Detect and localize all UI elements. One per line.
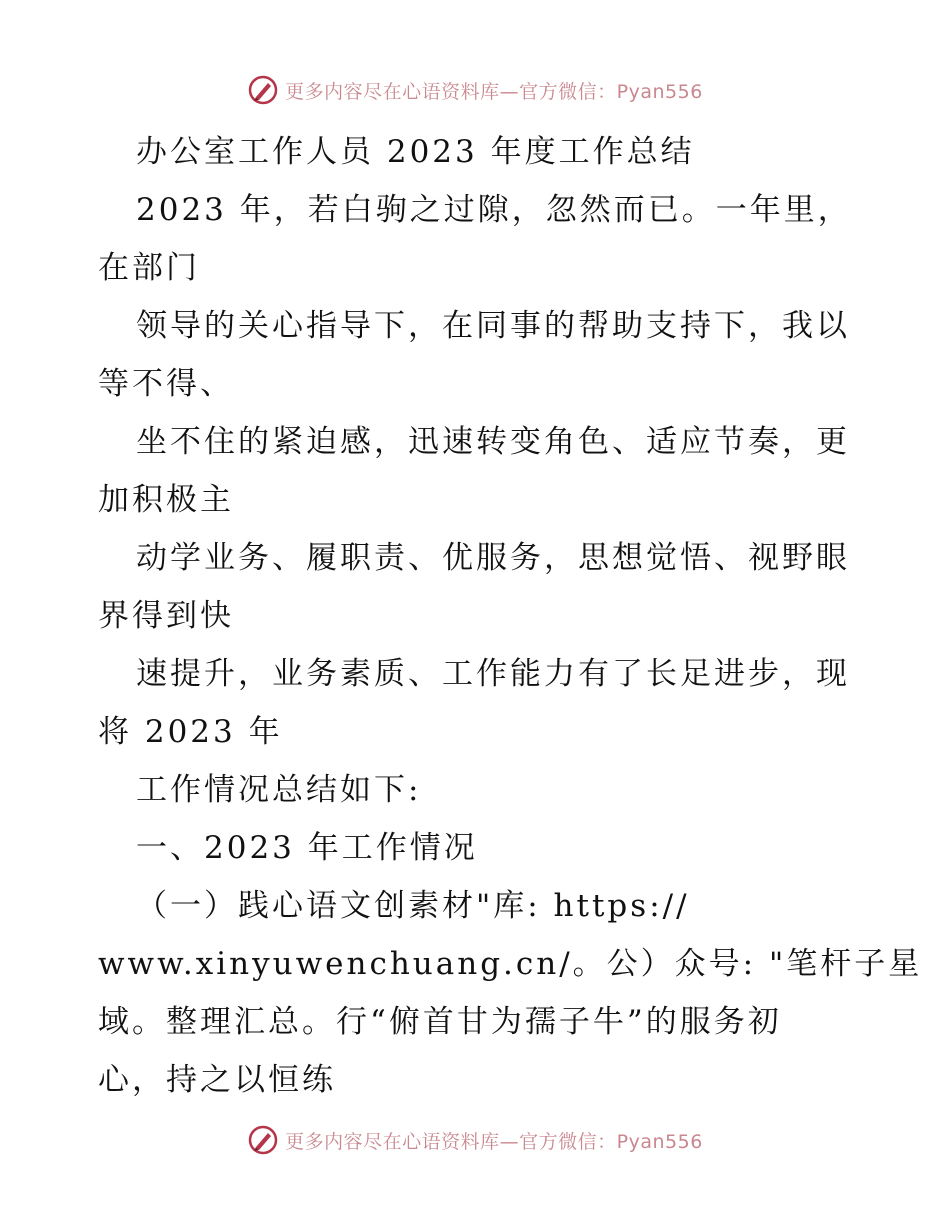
section-heading: 一、2023 年工作情况 xyxy=(136,830,478,866)
paragraph-line: 动学业务、履职责、优服务，思想觉悟、视野眼 xyxy=(136,540,850,576)
paragraph-line: 界得到快 xyxy=(98,598,234,634)
paragraph-line: （一）践心语文创素材"库: https:// xyxy=(136,888,690,924)
paragraph-line: 坐不住的紧迫感，迅速转变角色、适应节奏，更 xyxy=(136,424,850,460)
document-title: 办公室工作人员 2023 年度工作总结 xyxy=(136,134,695,170)
paragraph-line: 域。整理汇总。行“俯首甘为孺子牛”的服务初 xyxy=(98,1004,782,1040)
paragraph-line: 将 2023 年 xyxy=(98,714,283,750)
paragraph-line: 工作情况总结如下: xyxy=(136,772,422,808)
document-body xyxy=(98,123,923,1109)
footer-watermark xyxy=(0,1120,950,1160)
paragraph-line: 2023 年，若白驹之过隙，忽然而已。一年里， xyxy=(136,192,852,228)
watermark-text: 更多内容尽在心语资料库—官方微信：Pyan556 xyxy=(285,80,703,103)
paragraph-line: 领导的关心指导下，在同事的帮助支持下，我以 xyxy=(136,308,850,344)
paragraph-line: 在部门 xyxy=(98,250,200,286)
paragraph-line: 心，持之以恒练 xyxy=(98,1062,336,1098)
pen-circle-logo-icon xyxy=(247,74,279,106)
pen-circle-logo-icon xyxy=(247,1124,279,1156)
paragraph-line: 等不得、 xyxy=(98,366,234,402)
header-watermark xyxy=(0,70,950,110)
paragraph-line: 加积极主 xyxy=(98,482,234,518)
paragraph-line: www.xinyuwenchuang.cn/。公）众号: "笔杆子星 xyxy=(98,946,923,982)
watermark-text: 更多内容尽在心语资料库—官方微信：Pyan556 xyxy=(285,1130,703,1153)
paragraph-line: 速提升，业务素质、工作能力有了长足进步，现 xyxy=(136,656,850,692)
